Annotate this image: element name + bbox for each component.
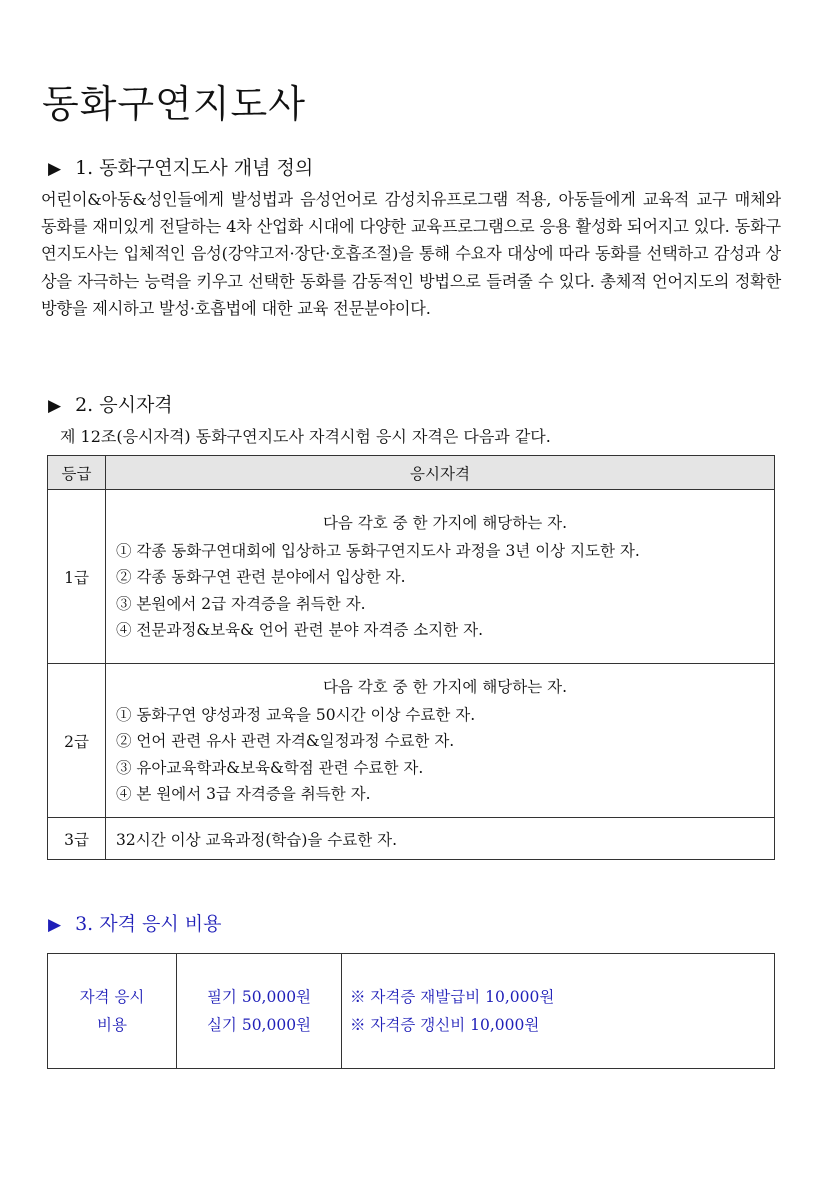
eligibility-item: ① 동화구연 양성과정 교육을 50시간 이상 수료한 자.: [116, 705, 476, 724]
triangle-right-icon: ▶: [48, 159, 62, 179]
eligibility-cell-head: 다음 각호 중 한 가지에 해당하는 자.: [322, 513, 568, 532]
section-heading-text: 2. 응시자격: [75, 394, 173, 416]
eligibility-cell: [106, 664, 775, 818]
exam-fee-cell: [177, 954, 342, 1069]
eligibility-item: ② 언어 관련 유사 관련 자격&일정과정 수료한 자.: [116, 732, 455, 750]
grade-cell: 2급: [48, 664, 106, 818]
page-title: 동화구연지도사: [42, 82, 306, 126]
grade-cell: 1급: [48, 490, 106, 664]
eligibility-cell-head: 다음 각호 중 한 가지에 해당하는 자.: [322, 677, 568, 696]
eligibility-item: ③ 본원에서 2급 자격증을 취득한 자.: [116, 594, 366, 613]
header-eligibility: 응시자격: [106, 456, 775, 490]
table-row: [48, 664, 775, 818]
section-heading-definition: [48, 156, 313, 181]
fee-label-line: 자격 응시: [79, 988, 145, 1006]
eligibility-cell: 32시간 이상 교육과정(학습)을 수료한 자.: [106, 818, 775, 860]
written-fee: 필기 50,000원: [206, 988, 312, 1006]
eligibility-table: [47, 455, 775, 860]
fee-label-line: 비용: [97, 1016, 127, 1034]
eligibility-item: ③ 유아교육학과&보육&학점 관련 수료한 자.: [116, 758, 424, 777]
triangle-right-icon: ▶: [48, 915, 62, 935]
eligibility-item: ① 각종 동화구연대회에 입상하고 동화구연지도사 과정을 3년 이상 지도한 자.: [116, 541, 640, 560]
fee-label-cell: [48, 954, 177, 1069]
grade-cell: 3급: [48, 818, 106, 860]
fee-table: [47, 953, 775, 1069]
eligibility-intro: 제 12조(응시자격) 동화구연지도사 자격시험 응시 자격은 다음과 같다.: [60, 427, 551, 446]
eligibility-item: ② 각종 동화구연 관련 분야에서 입상한 자.: [116, 568, 406, 586]
eligibility-item: ④ 전문과정&보육& 언어 관련 분야 자격증 소지한 자.: [116, 621, 483, 639]
table-header-row: [48, 456, 775, 490]
fee-note-cell: [342, 954, 775, 1069]
section-heading-text: 3. 자격 응시 비용: [75, 913, 222, 935]
header-grade: 등급: [48, 456, 106, 490]
table-row: [48, 818, 775, 860]
eligibility-item: ④ 본 원에서 3급 자격증을 취득한 자.: [116, 785, 371, 803]
renewal-fee-note: ※ 자격증 갱신비 10,000원: [350, 1016, 540, 1034]
table-row: [48, 954, 775, 1069]
definition-paragraph: 어린이&아동&성인들에게 발성법과 음성언어로 감성치유프로그램 적용, 아동들에게 교육적 교구 매체와 동화를 재미있게 전달하는 4차 산업화 시대에 다양한 교육프로그램으로 응용 활성화 되어지고 있다. 동화구연지도사는 입체적인 음성(강약고저·장단·호흡조절)을 통해 수요자 대상에 따라 동화를 선택하고 감성과 상상을 자극하는 능력을 키우고 선택한 동화를 감동적인 방법으로 들려줄 수 있다. 총체적 언어지도의 정확한 방향을 제시하고 발성·호흡법에 대한 교육 전문분야이다.: [41, 190, 781, 318]
reissue-fee-note: ※ 자격증 재발급비 10,000원: [350, 988, 555, 1006]
practical-fee: 실기 50,000원: [206, 1016, 312, 1034]
section-heading-eligibility: [48, 393, 173, 418]
table-row: [48, 490, 775, 664]
triangle-right-icon: ▶: [48, 396, 62, 416]
section-heading-fees: [48, 912, 221, 937]
section-heading-text: 1. 동화구연지도사 개념 정의: [75, 157, 314, 179]
eligibility-cell: [106, 490, 775, 664]
